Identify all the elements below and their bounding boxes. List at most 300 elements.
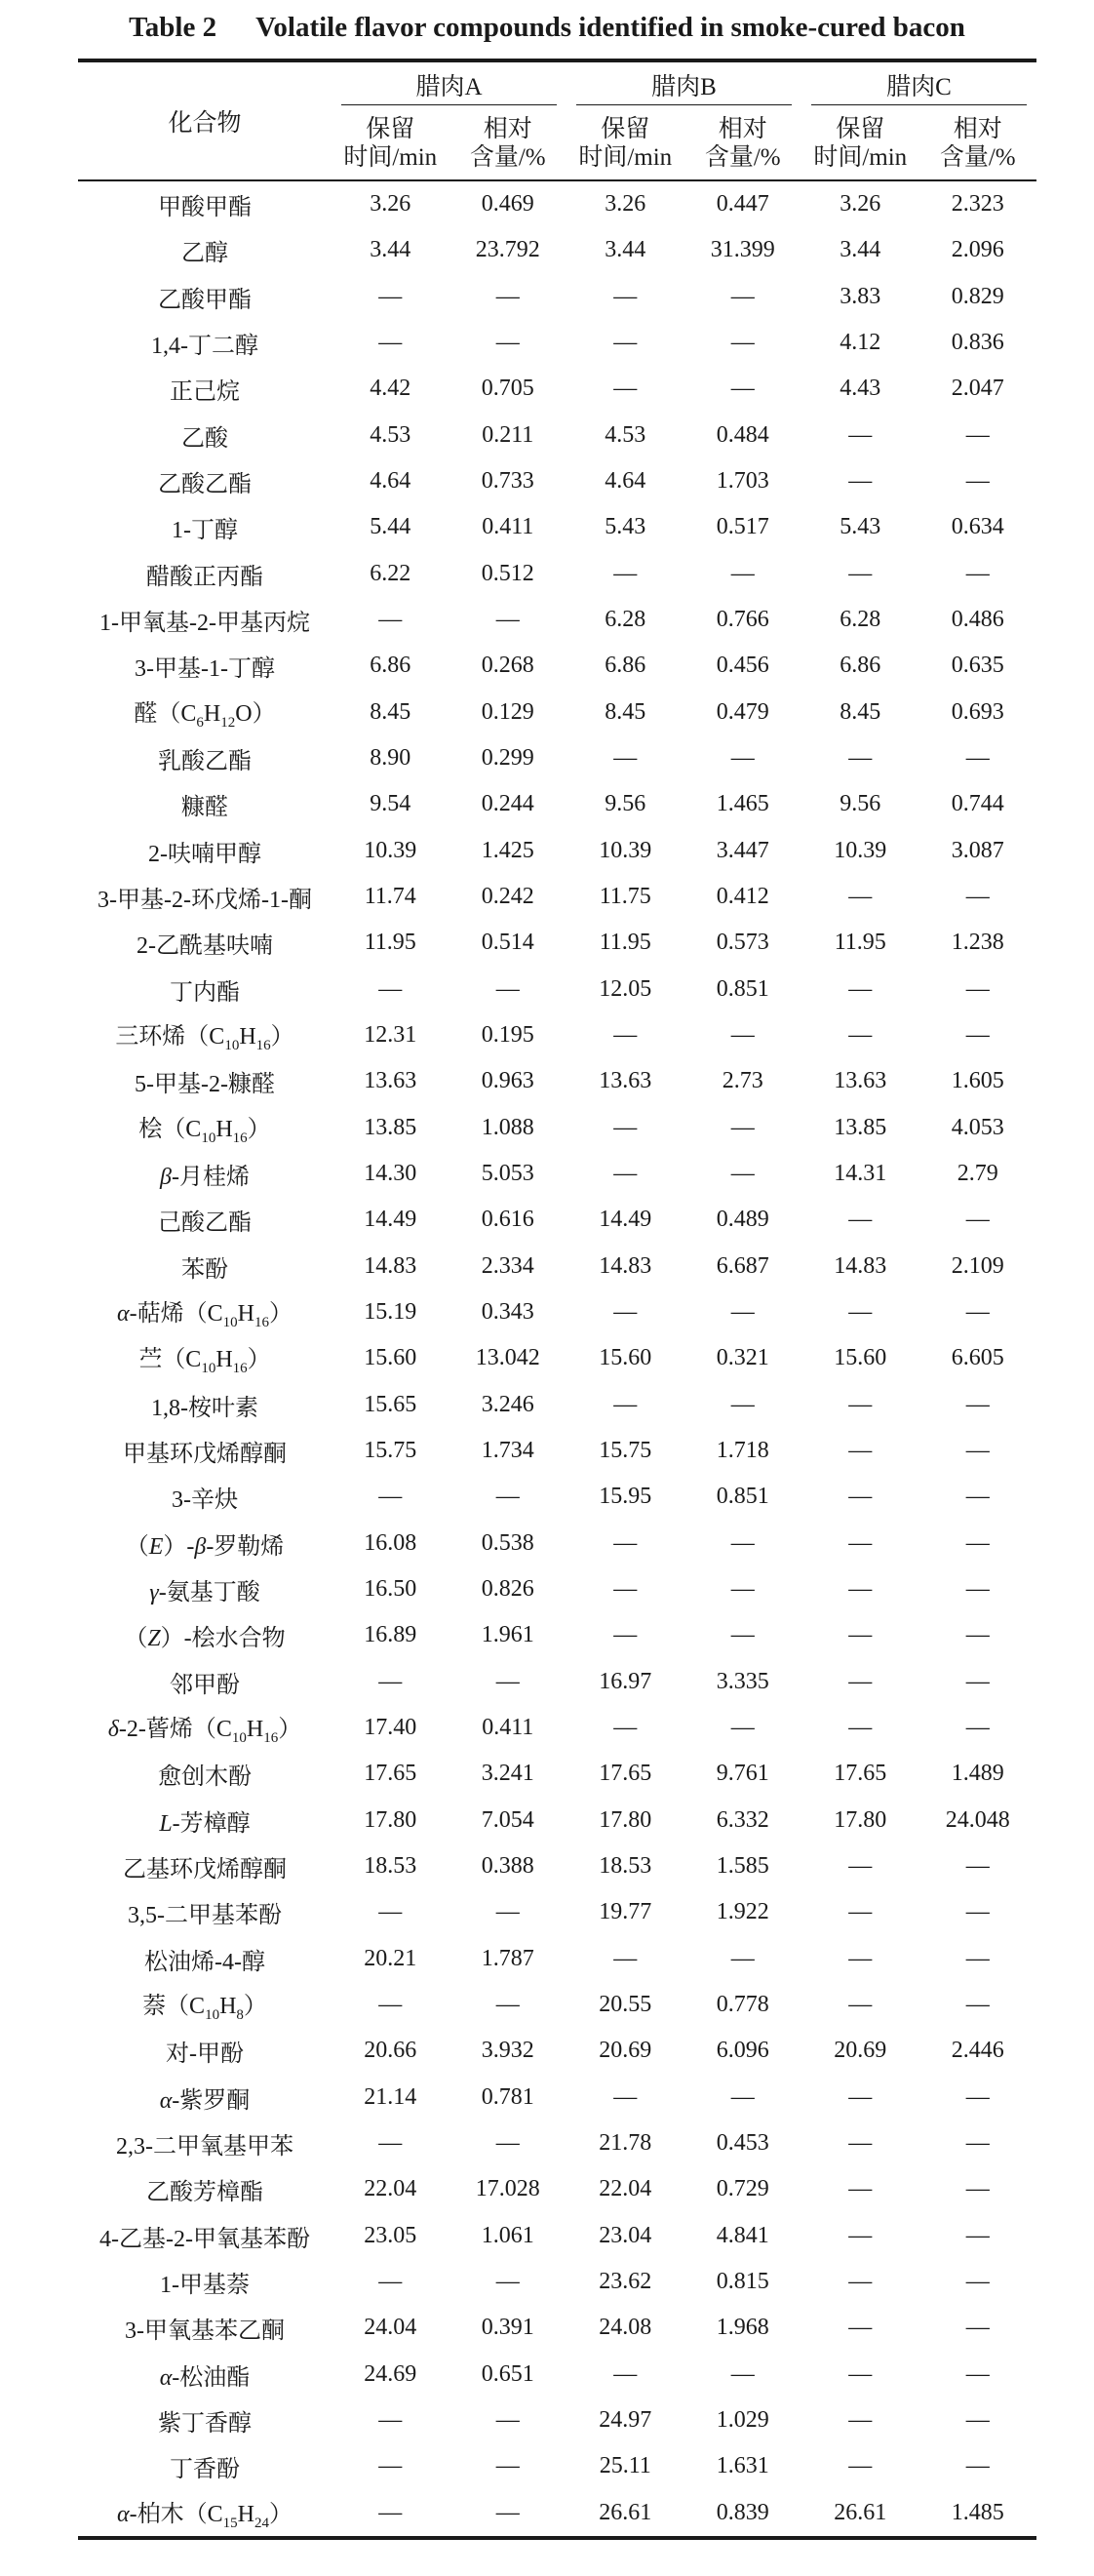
retention-time-cell: 10.39 xyxy=(599,837,652,863)
retention-time-cell: — xyxy=(332,2489,449,2537)
compound-name: 3-甲基-2-环戊烯-1-酮 xyxy=(98,888,312,914)
retention-time-cell: — xyxy=(848,1207,873,1233)
compound-name: 甲酸甲酯 xyxy=(158,195,252,221)
table-row xyxy=(78,2305,1036,2351)
relative-content-cell: — xyxy=(965,975,990,1002)
compound-name: 乙酸乙酯 xyxy=(158,472,252,498)
compound-name: 苎$(C_{10}H_{16})$ xyxy=(138,1347,271,1377)
relative-content-cell: 0.573 xyxy=(716,930,769,956)
relative-content-cell: 0.839 xyxy=(684,2489,802,2537)
retention-time-cell: 4.53 xyxy=(605,421,646,448)
table-row xyxy=(78,274,1036,320)
relative-content-cell: — xyxy=(965,2406,990,2433)
retention-time-cell: 4.64 xyxy=(605,468,646,495)
retention-time-cell: — xyxy=(378,330,403,356)
table-row xyxy=(78,920,1036,966)
compound-name: （Z）-桧水合物 xyxy=(124,1626,286,1652)
relative-content-cell: 0.343 xyxy=(481,1299,534,1326)
relative-content-cell: — xyxy=(495,1899,520,1925)
relative-content-cell: 0.514 xyxy=(481,930,534,956)
relative-content-cell: 0.826 xyxy=(481,1576,534,1602)
retention-time-cell: 20.55 xyxy=(599,1991,652,2017)
group-header-c: 腊肉C xyxy=(801,60,1036,107)
table-row xyxy=(78,2259,1036,2305)
relative-content-cell: 0.517 xyxy=(716,514,769,540)
compound-name: 醋酸正丙酯 xyxy=(146,564,263,590)
retention-time-cell: — xyxy=(378,1484,403,1510)
relative-content-cell: 0.411 xyxy=(482,514,534,540)
relative-content-cell: 0.693 xyxy=(951,698,1004,725)
retention-time-cell: — xyxy=(848,1299,873,1326)
retention-time-header: 保留 时间/min xyxy=(801,107,919,180)
table-row xyxy=(78,1521,1036,1566)
relative-content-cell: 1.605 xyxy=(951,1068,1004,1094)
compound-name: δ-2-蒈烯$(C_{10}H_{16})$ xyxy=(107,1717,302,1746)
table-row xyxy=(78,366,1036,412)
relative-content-cell: — xyxy=(730,1161,755,1187)
table-row xyxy=(78,227,1036,273)
relative-content-cell: — xyxy=(965,1207,990,1233)
relative-content-cell: 1.485 xyxy=(919,2489,1037,2537)
compound-name: 乙醇 xyxy=(181,241,228,267)
retention-time-cell: 5.43 xyxy=(840,514,881,540)
retention-time-cell: 24.97 xyxy=(599,2406,652,2433)
relative-content-cell: — xyxy=(965,1484,990,1510)
relative-content-cell: — xyxy=(495,975,520,1002)
relative-content-cell: 0.705 xyxy=(481,376,534,402)
relative-content-cell: — xyxy=(965,2453,990,2479)
compound-name: 2-呋喃甲醇 xyxy=(148,841,261,867)
relative-content-cell: 1.585 xyxy=(716,1852,769,1879)
table-row xyxy=(78,1982,1036,2028)
retention-time-cell: 8.90 xyxy=(370,745,411,772)
retention-time-cell: — xyxy=(378,975,403,1002)
retention-time-cell: 10.39 xyxy=(364,837,417,863)
retention-time-cell: 13.63 xyxy=(599,1068,652,1094)
retention-time-cell: 17.65 xyxy=(834,1761,887,1787)
compound-name: α-松油酯 xyxy=(159,2364,251,2391)
relative-content-cell: 0.829 xyxy=(951,283,1004,309)
relative-content-cell: — xyxy=(965,1852,990,1879)
table-caption xyxy=(0,12,1094,44)
retention-time-cell: 6.86 xyxy=(370,653,411,679)
relative-content-cell: 0.195 xyxy=(481,1022,534,1049)
retention-time-cell: 9.56 xyxy=(605,791,646,817)
retention-time-cell: 17.80 xyxy=(599,1806,652,1833)
relative-content-cell: — xyxy=(495,2453,520,2479)
relative-content-cell: — xyxy=(965,421,990,448)
relative-content-cell: 2.73 xyxy=(722,1068,763,1094)
relative-content-cell: 1.922 xyxy=(716,1899,769,1925)
relative-content-cell: — xyxy=(730,283,755,309)
compound-name: 3-辛炔 xyxy=(172,1487,238,1514)
table-title: Volatile flavor compounds identified in smoke-cured bacon xyxy=(255,12,965,43)
retention-time-cell: 15.75 xyxy=(599,1438,652,1464)
table-row xyxy=(78,1058,1036,1104)
relative-content-cell: 3.087 xyxy=(951,837,1004,863)
relative-content-cell: 1.703 xyxy=(716,468,769,495)
table-row xyxy=(78,2120,1036,2166)
relative-content-cell: — xyxy=(730,2360,755,2387)
retention-time-cell: 16.89 xyxy=(364,1622,417,1648)
relative-content-cell: 7.054 xyxy=(481,1806,534,1833)
relative-content-cell: 0.321 xyxy=(716,1345,769,1371)
compound-name: 乙酸 xyxy=(181,425,228,452)
retention-time-cell: — xyxy=(848,1484,873,1510)
relative-content-cell: — xyxy=(965,468,990,495)
retention-time-cell: 20.69 xyxy=(599,2038,652,2064)
retention-time-cell: — xyxy=(848,2360,873,2387)
relative-content-cell: 2.096 xyxy=(951,237,1004,263)
relative-content-cell: 3.246 xyxy=(481,1391,534,1417)
compound-name: 糠醛 xyxy=(181,795,228,821)
relative-content-cell: 3.932 xyxy=(481,2038,534,2064)
retention-time-cell: 18.53 xyxy=(364,1852,417,1879)
retention-time-cell: 13.63 xyxy=(834,1068,887,1094)
retention-time-cell: — xyxy=(613,2360,638,2387)
relative-content-cell: 0.851 xyxy=(716,1484,769,1510)
relative-content-cell: — xyxy=(495,2129,520,2156)
retention-time-cell: 13.63 xyxy=(364,1068,417,1094)
retention-time-cell: — xyxy=(613,1161,638,1187)
retention-time-cell: 9.56 xyxy=(840,791,881,817)
retention-time-cell: 8.45 xyxy=(840,698,881,725)
retention-time-cell: 17.80 xyxy=(364,1806,417,1833)
table-row xyxy=(78,874,1036,920)
retention-time-cell: 3.44 xyxy=(605,237,646,263)
relative-content-cell: — xyxy=(730,1576,755,1602)
relative-content-cell: 1.718 xyxy=(716,1438,769,1464)
table-row xyxy=(78,551,1036,597)
relative-content-cell: 0.815 xyxy=(716,2268,769,2294)
retention-time-cell: 11.75 xyxy=(599,884,651,910)
relative-content-cell: — xyxy=(965,2129,990,2156)
retention-time-cell: 15.65 xyxy=(364,1391,417,1417)
relative-content-cell: 0.538 xyxy=(481,1529,534,1556)
relative-content-cell: 3.447 xyxy=(716,837,769,863)
compound-name: 紫丁香醇 xyxy=(158,2410,252,2437)
relative-content-cell: — xyxy=(730,1622,755,1648)
retention-time-cell: 16.97 xyxy=(599,1668,652,1694)
relative-content-cell: — xyxy=(730,330,755,356)
relative-content-cell: 1.968 xyxy=(716,2315,769,2341)
relative-content-cell: 24.048 xyxy=(945,1806,1010,1833)
table-row xyxy=(78,1751,1036,1797)
retention-time-cell: 24.04 xyxy=(364,2315,417,2341)
compound-name: 醛$(C_6H_{12}O)$ xyxy=(134,700,276,731)
retention-time-cell: 14.49 xyxy=(599,1207,652,1233)
relative-content-cell: 0.963 xyxy=(481,1068,534,1094)
retention-time-cell: — xyxy=(848,1852,873,1879)
retention-time-cell: 18.53 xyxy=(599,1852,652,1879)
relative-content-cell: 0.268 xyxy=(481,653,534,679)
relative-content-cell: 0.836 xyxy=(951,330,1004,356)
relative-content-cell: 0.129 xyxy=(481,698,534,725)
table-row xyxy=(78,2351,1036,2397)
relative-content-cell: — xyxy=(730,376,755,402)
retention-time-cell: — xyxy=(848,468,873,495)
retention-time-cell: — xyxy=(848,1668,873,1694)
relative-content-cell: 0.299 xyxy=(481,745,534,772)
relative-content-cell: 0.766 xyxy=(716,607,769,633)
compound-name: 4-乙基-2-甲氧基苯酚 xyxy=(99,2226,310,2252)
relative-content-cell: 6.332 xyxy=(716,1806,769,1833)
relative-content-cell: — xyxy=(495,2268,520,2294)
retention-time-cell: 11.95 xyxy=(599,930,651,956)
retention-time-cell: 16.50 xyxy=(364,1576,417,1602)
retention-time-cell: 26.61 xyxy=(567,2489,684,2537)
relative-content-cell: — xyxy=(965,2268,990,2294)
table-row xyxy=(78,1659,1036,1705)
retention-time-cell: — xyxy=(378,1991,403,2017)
table-row xyxy=(78,1289,1036,1335)
relative-content-cell: — xyxy=(965,1622,990,1648)
retention-time-cell: — xyxy=(378,2406,403,2433)
retention-time-cell: — xyxy=(613,745,638,772)
table-body xyxy=(78,180,1036,2538)
retention-time-cell: — xyxy=(613,560,638,586)
compounds-table xyxy=(78,59,1036,2540)
table-row xyxy=(78,643,1036,689)
relative-content-cell: 3.335 xyxy=(716,1668,769,1694)
compound-name: 5-甲基-2-糠醛 xyxy=(135,1072,275,1098)
table-row xyxy=(78,1843,1036,1889)
compound-name: 甲基环戊烯醇酮 xyxy=(123,1442,287,1468)
retention-time-cell: 13.85 xyxy=(834,1114,887,1140)
retention-time-cell: — xyxy=(613,330,638,356)
retention-time-cell: — xyxy=(848,1945,873,1971)
table-row xyxy=(78,1244,1036,1289)
retention-time-cell: — xyxy=(848,1022,873,1049)
relative-content-cell: — xyxy=(730,1114,755,1140)
retention-time-cell: 20.66 xyxy=(364,2038,417,2064)
retention-time-cell: — xyxy=(848,2268,873,2294)
compound-name: 1-甲基萘 xyxy=(160,2272,250,2298)
relative-content-cell: 2.334 xyxy=(481,1252,534,1279)
retention-time-cell: 22.04 xyxy=(364,2176,417,2202)
relative-content-cell: 9.761 xyxy=(716,1761,769,1787)
retention-time-cell: 15.95 xyxy=(599,1484,652,1510)
relative-content-cell: 3.241 xyxy=(481,1761,534,1787)
relative-content-cell: 1.088 xyxy=(481,1114,534,1140)
retention-time-cell: 13.85 xyxy=(364,1114,417,1140)
relative-content-cell: 0.778 xyxy=(716,1991,769,2017)
relative-content-cell: 2.047 xyxy=(951,376,1004,402)
relative-content-cell: 0.616 xyxy=(481,1207,534,1233)
relative-content-cell: 4.053 xyxy=(951,1114,1004,1140)
relative-content-cell: — xyxy=(965,1714,990,1740)
retention-time-cell: — xyxy=(378,607,403,633)
group-header-b: 腊肉B xyxy=(567,60,801,107)
retention-time-cell: — xyxy=(848,2315,873,2341)
table-row xyxy=(78,735,1036,781)
compound-name: 乙基环戊烯醇酮 xyxy=(123,1856,287,1882)
retention-time-cell: 20.69 xyxy=(834,2038,887,2064)
relative-content-cell: — xyxy=(449,2489,567,2537)
retention-time-cell: 10.39 xyxy=(834,837,887,863)
retention-time-cell: — xyxy=(848,2406,873,2433)
relative-content-cell: — xyxy=(495,1991,520,2017)
retention-time-cell: — xyxy=(848,1899,873,1925)
retention-time-cell: — xyxy=(613,1022,638,1049)
compound-name: 苯酚 xyxy=(181,1256,228,1283)
relative-content-cell: 6.096 xyxy=(716,2038,769,2064)
retention-time-cell: — xyxy=(613,1299,638,1326)
table-row xyxy=(78,2398,1036,2443)
retention-time-cell: 19.77 xyxy=(599,1899,652,1925)
retention-time-cell: 6.28 xyxy=(605,607,646,633)
relative-content-cell: 0.412 xyxy=(716,884,769,910)
retention-time-cell: — xyxy=(848,1622,873,1648)
retention-time-cell: 4.42 xyxy=(370,376,411,402)
table-row xyxy=(78,1612,1036,1658)
table-row xyxy=(78,320,1036,366)
retention-time-cell: 23.62 xyxy=(599,2268,652,2294)
relative-content-cell: 0.456 xyxy=(716,653,769,679)
relative-content-cell: — xyxy=(965,1391,990,1417)
retention-time-cell: 23.05 xyxy=(364,2222,417,2248)
retention-time-cell: 22.04 xyxy=(599,2176,652,2202)
retention-time-cell: 11.95 xyxy=(834,930,886,956)
retention-time-cell: 3.26 xyxy=(840,191,881,218)
relative-content-header: 相对 含量/% xyxy=(919,107,1037,180)
relative-content-cell: 1.961 xyxy=(481,1622,534,1648)
relative-content-cell: — xyxy=(965,1899,990,1925)
retention-time-cell: — xyxy=(848,560,873,586)
retention-time-cell: 26.61 xyxy=(801,2489,919,2537)
relative-content-cell: 17.028 xyxy=(475,2176,540,2202)
retention-time-cell: 21.78 xyxy=(599,2129,652,2156)
relative-content-cell: 0.489 xyxy=(716,1207,769,1233)
relative-content-cell: — xyxy=(965,560,990,586)
relative-content-cell: — xyxy=(495,2406,520,2433)
relative-content-cell: — xyxy=(730,1299,755,1326)
retention-time-cell: 3.44 xyxy=(840,237,881,263)
compound-name: 乙酸芳樟酯 xyxy=(146,2180,263,2206)
compound-name: 3-甲基-1-丁醇 xyxy=(135,656,275,683)
relative-content-cell: — xyxy=(965,745,990,772)
relative-content-cell: 0.484 xyxy=(716,421,769,448)
relative-content-cell: — xyxy=(965,1438,990,1464)
retention-time-cell: 17.40 xyxy=(364,1714,417,1740)
compound-name: 1-甲氧基-2-甲基丙烷 xyxy=(99,611,310,637)
relative-content-cell: 5.053 xyxy=(481,1161,534,1187)
retention-time-cell: — xyxy=(378,2268,403,2294)
retention-time-cell: 15.60 xyxy=(364,1345,417,1371)
retention-time-cell: — xyxy=(848,975,873,1002)
retention-time-header: 保留 时间/min xyxy=(332,107,449,180)
retention-time-cell: — xyxy=(848,1391,873,1417)
table-row xyxy=(78,1889,1036,1935)
table-row xyxy=(78,1935,1036,1981)
relative-content-cell: 0.242 xyxy=(481,884,534,910)
retention-time-cell: — xyxy=(613,1714,638,1740)
compound-name: 对-甲酚 xyxy=(166,2041,244,2068)
relative-content-cell: — xyxy=(965,1991,990,2017)
relative-content-cell: 1.029 xyxy=(716,2406,769,2433)
relative-content-cell: 0.635 xyxy=(951,653,1004,679)
retention-time-cell: 12.05 xyxy=(599,975,652,1002)
compound-name: α-萜烯$(C_{10}H_{16})$ xyxy=(117,1301,293,1330)
retention-time-cell: — xyxy=(848,2176,873,2202)
table-row xyxy=(78,1797,1036,1843)
compound-column-header: 化合物 xyxy=(78,60,332,180)
relative-content-cell: 0.729 xyxy=(716,2176,769,2202)
relative-content-cell: 0.211 xyxy=(482,421,534,448)
relative-content-cell: 2.323 xyxy=(951,191,1004,218)
table-row xyxy=(78,1197,1036,1243)
relative-content-cell: — xyxy=(965,1529,990,1556)
relative-content-cell: — xyxy=(965,2083,990,2110)
relative-content-cell: 0.479 xyxy=(716,698,769,725)
retention-time-cell: 8.45 xyxy=(370,698,411,725)
retention-time-cell: 4.43 xyxy=(840,376,881,402)
retention-time-cell: 3.26 xyxy=(370,191,411,218)
retention-time-cell: 23.04 xyxy=(599,2222,652,2248)
table-row xyxy=(78,2028,1036,2074)
relative-content-cell: 1.787 xyxy=(481,1945,534,1971)
retention-time-cell: — xyxy=(613,2083,638,2110)
table-row xyxy=(78,504,1036,550)
retention-time-cell: 14.83 xyxy=(599,1252,652,1279)
retention-time-cell: — xyxy=(848,2129,873,2156)
relative-content-cell: 0.512 xyxy=(481,560,534,586)
retention-time-cell: — xyxy=(613,1945,638,1971)
relative-content-cell: 23.792 xyxy=(475,237,540,263)
relative-content-cell: — xyxy=(730,560,755,586)
retention-time-cell: 14.30 xyxy=(364,1161,417,1187)
relative-content-cell: — xyxy=(965,2360,990,2387)
table-row xyxy=(78,1428,1036,1474)
retention-time-cell: — xyxy=(378,1899,403,1925)
retention-time-cell: 14.31 xyxy=(834,1161,887,1187)
retention-time-cell: 14.83 xyxy=(834,1252,887,1279)
relative-content-cell: — xyxy=(495,1484,520,1510)
retention-time-cell: — xyxy=(848,1991,873,2017)
retention-time-cell: 5.44 xyxy=(370,514,411,540)
relative-content-cell: 0.469 xyxy=(481,191,534,218)
compound-name: 桧$(C_{10}H_{16})$ xyxy=(138,1116,271,1146)
retention-time-cell: 17.65 xyxy=(599,1761,652,1787)
relative-content-cell: 2.109 xyxy=(951,1252,1004,1279)
compound-name: α-柏木$(C_{15}H_{24})$ xyxy=(78,2489,332,2537)
compound-name: 乳酸乙酯 xyxy=(158,749,252,775)
table-row xyxy=(78,2443,1036,2489)
relative-content-cell: — xyxy=(965,1576,990,1602)
compound-name: 2,3-二甲氧基甲苯 xyxy=(116,2133,293,2160)
table-row xyxy=(78,2489,1036,2537)
retention-time-cell: 3.44 xyxy=(370,237,411,263)
table-row xyxy=(78,828,1036,874)
relative-content-cell: 0.634 xyxy=(951,514,1004,540)
relative-content-cell: — xyxy=(965,1022,990,1049)
compound-name: 2-乙酰基呋喃 xyxy=(137,933,273,960)
retention-time-header: 保留 时间/min xyxy=(567,107,684,180)
table-row xyxy=(78,1382,1036,1428)
relative-content-cell: 0.486 xyxy=(951,607,1004,633)
retention-time-cell: — xyxy=(848,1438,873,1464)
relative-content-cell: 0.447 xyxy=(716,191,769,218)
relative-content-cell: — xyxy=(965,1668,990,1694)
table-row xyxy=(78,1151,1036,1197)
relative-content-cell: 0.453 xyxy=(716,2129,769,2156)
relative-content-cell: 0.391 xyxy=(481,2315,534,2341)
table-row xyxy=(78,781,1036,827)
relative-content-cell: — xyxy=(965,884,990,910)
retention-time-cell: — xyxy=(378,2129,403,2156)
retention-time-cell: 25.11 xyxy=(599,2453,651,2479)
table-row xyxy=(78,1474,1036,1520)
